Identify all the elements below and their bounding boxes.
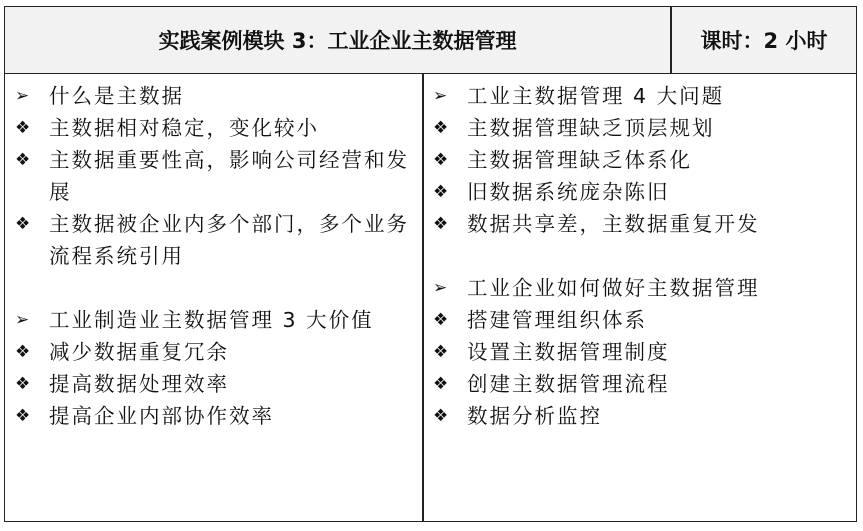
list-item-text: 主数据重要性高，影响公司经营和发展 <box>49 148 409 204</box>
diamond-bullet-icon: ❖ <box>15 214 31 234</box>
column-divider <box>422 74 424 521</box>
spacer <box>433 240 848 272</box>
list-item-text: 数据共享差，主数据重复开发 <box>467 212 760 236</box>
list-item-text: 设置主数据管理制度 <box>467 340 670 364</box>
list-item <box>433 112 848 144</box>
diamond-bullet-icon: ❖ <box>433 214 449 234</box>
list-item-text: 数据分析监控 <box>467 404 602 428</box>
list-item <box>433 368 848 400</box>
diamond-bullet-icon: ❖ <box>433 406 449 426</box>
list-item <box>433 336 848 368</box>
course-table <box>4 6 857 522</box>
list-item-text: 搭建管理组织体系 <box>467 308 647 332</box>
list-heading <box>433 272 848 304</box>
list-item <box>15 400 415 432</box>
diamond-bullet-icon: ❖ <box>15 406 31 426</box>
list-heading-text: 工业企业如何做好主数据管理 <box>467 276 760 300</box>
list-item <box>15 112 415 144</box>
diamond-bullet-icon: ❖ <box>433 342 449 362</box>
list-item <box>15 368 415 400</box>
list-item <box>433 144 848 176</box>
list-item-text: 提高数据处理效率 <box>49 372 229 396</box>
list-item-text: 减少数据重复冗余 <box>49 340 229 364</box>
list-heading-text: 工业制造业主数据管理 3 大价值 <box>49 308 374 332</box>
arrow-bullet-icon: ➢ <box>433 278 448 298</box>
list-item-text: 旧数据系统庞杂陈旧 <box>467 180 670 204</box>
diamond-bullet-icon: ❖ <box>433 150 449 170</box>
module-title: 实践案例模块 3：工业企业主数据管理 <box>158 29 517 53</box>
arrow-bullet-icon: ➢ <box>15 310 30 330</box>
list-item <box>15 336 415 368</box>
class-hours: 课时：2 小时 <box>700 29 828 53</box>
diamond-bullet-icon: ❖ <box>433 374 449 394</box>
list-heading <box>15 304 415 336</box>
diamond-bullet-icon: ❖ <box>433 182 449 202</box>
list-heading-text: 什么是主数据 <box>49 84 184 108</box>
list-item <box>15 144 415 208</box>
arrow-bullet-icon: ➢ <box>433 86 448 106</box>
list-item-text: 主数据管理缺乏体系化 <box>467 148 692 172</box>
list-item <box>433 400 848 432</box>
left-column <box>15 80 415 432</box>
list-item <box>433 304 848 336</box>
diamond-bullet-icon: ❖ <box>15 374 31 394</box>
list-item <box>15 208 415 272</box>
diamond-bullet-icon: ❖ <box>15 150 31 170</box>
list-item-text: 创建主数据管理流程 <box>467 372 670 396</box>
spacer <box>15 272 415 304</box>
list-item <box>433 176 848 208</box>
list-heading <box>15 80 415 112</box>
right-column <box>433 80 848 432</box>
list-item <box>433 208 848 240</box>
diamond-bullet-icon: ❖ <box>433 310 449 330</box>
diamond-bullet-icon: ❖ <box>433 118 449 138</box>
list-heading <box>433 80 848 112</box>
diamond-bullet-icon: ❖ <box>15 118 31 138</box>
list-item-text: 主数据管理缺乏顶层规划 <box>467 116 715 140</box>
arrow-bullet-icon: ➢ <box>15 86 30 106</box>
table-header <box>5 7 856 74</box>
diamond-bullet-icon: ❖ <box>15 342 31 362</box>
list-heading-text: 工业主数据管理 4 大问题 <box>467 84 725 108</box>
list-item-text: 主数据相对稳定，变化较小 <box>49 116 319 140</box>
list-item-text: 主数据被企业内多个部门，多个业务流程系统引用 <box>49 212 409 268</box>
list-item-text: 提高企业内部协作效率 <box>49 404 274 428</box>
